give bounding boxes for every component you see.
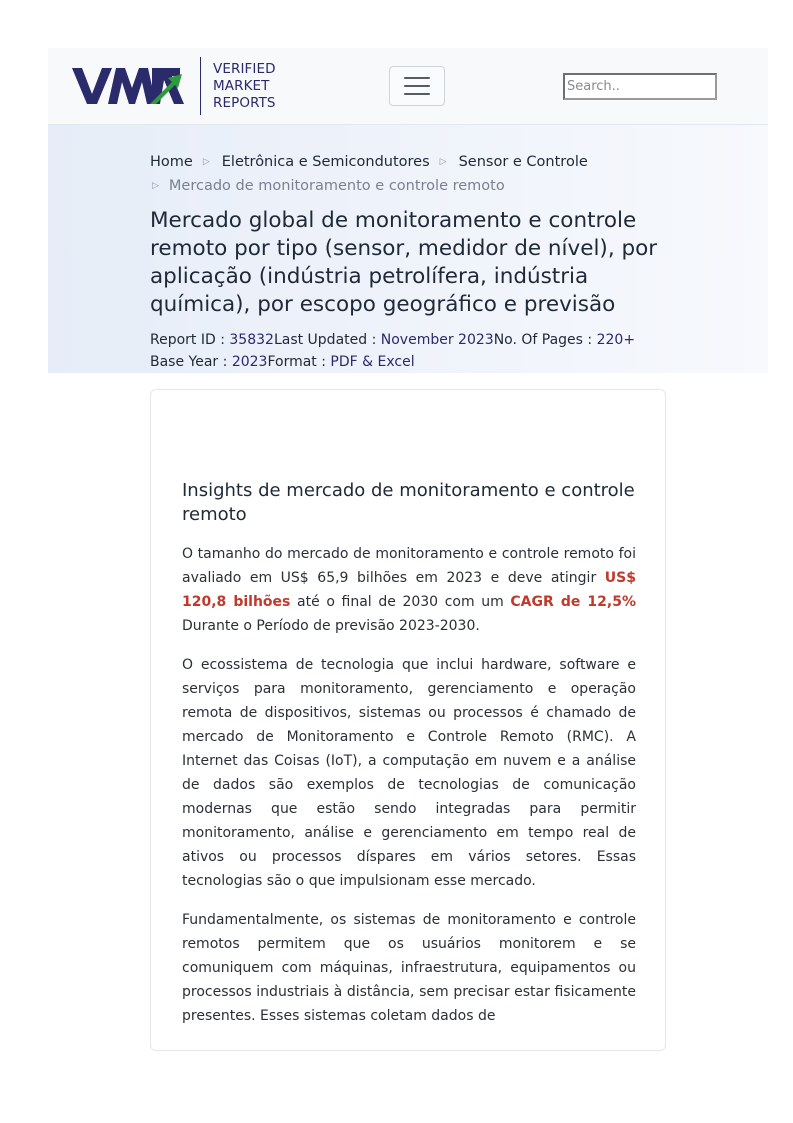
pages-label: No. Of Pages : — [493, 332, 597, 348]
pages-value: 220+ — [596, 332, 636, 348]
breadcrumb-subcategory-link[interactable]: Sensor e Controle — [458, 154, 588, 170]
search-input[interactable] — [563, 73, 717, 100]
report-hero — [48, 125, 768, 373]
format-label: Format : — [267, 354, 331, 370]
report-meta-row — [150, 351, 635, 373]
chevron-right-icon: ▷ — [439, 157, 447, 167]
format-value: PDF & Excel — [330, 354, 415, 370]
hamburger-icon-bar — [404, 77, 430, 79]
logo-divider — [200, 57, 201, 115]
site-wrapper — [48, 48, 768, 373]
logo-line: MARKET — [213, 77, 270, 94]
breadcrumb-row — [150, 174, 670, 198]
logo-wordmark — [213, 61, 276, 112]
menu-toggle-button[interactable] — [389, 66, 445, 106]
paragraph-text: até o final de 2030 com um — [290, 594, 511, 610]
brand-logo[interactable] — [72, 57, 276, 115]
chevron-right-icon: ▷ — [202, 157, 210, 167]
insights-paragraph: Fundamentalmente, os sistemas de monitoramento e controle remotos permitem que os usuários monitorem e se comuniquem com máquinas, infraestrutura, equipamentos ou processos industriais à distância, sem precisar estar fisicamente presentes. Esses sistemas coletam dados de — [182, 912, 636, 1024]
logo-line: REPORTS — [213, 94, 276, 111]
chevron-right-icon: ▷ — [152, 181, 159, 191]
last-updated-label: Last Updated : — [273, 332, 381, 348]
insights-paragraph: O ecossistema de tecnologia que inclui hardware, software e serviços para monitoramento, gerenciamento e operação remota de dispositivos, sistemas ou processos é chamado de mercado de Monitoramento e Controle Remoto (RMC). A Internet das Coisas (IoT), a computação em nuvem e a análise de dados são exemplos de tecnologias de comunicação modernas que estão sendo integradas para permitir monitoramento, análise e gerenciamento em tempo real de ativos ou processos díspares em vários setores. Essas tecnologias são o que impulsionam esse mercado. — [182, 657, 636, 889]
last-updated-value: November 2023 — [380, 332, 494, 348]
report-meta-row — [150, 329, 635, 351]
logo-line: VERIFIED — [213, 60, 276, 77]
base-year-label: Base Year : — [150, 354, 232, 370]
vmr-logo-icon — [72, 66, 186, 106]
breadcrumb-home-link[interactable]: Home — [150, 154, 193, 170]
breadcrumb-row — [150, 150, 670, 174]
insights-paragraph — [182, 542, 636, 638]
hamburger-icon-bar — [404, 85, 430, 87]
market-value-highlight: US$ 120,8 bilhões — [182, 570, 636, 610]
site-header — [48, 48, 768, 125]
market-insights-card — [150, 389, 666, 1051]
paragraph-text: O tamanho do mercado de monitoramento e controle remoto foi avaliado em US$ 65,9 bilhões em 2023 e deve atingir — [182, 546, 636, 586]
breadcrumb-category-link[interactable]: Eletrônica e Semicondutores — [221, 154, 430, 170]
paragraph-text: Durante o Período de previsão 2023-2030. — [182, 618, 480, 634]
insights-title: Insights de mercado de monitoramento e controle remoto — [182, 480, 635, 525]
breadcrumb — [150, 150, 670, 198]
page-title: Mercado global de monitoramento e controle remoto por tipo (sensor, medidor de nível), por aplicação (indústria petrolífera, indústria química), por escopo geográfico e previsão — [150, 208, 658, 317]
base-year-value: 2023 — [231, 354, 268, 370]
breadcrumb-current: Mercado de monitoramento e controle remoto — [168, 178, 505, 194]
cagr-highlight: CAGR de 12,5% — [510, 594, 636, 610]
report-id-value: 35832 — [229, 332, 274, 348]
card-content — [182, 479, 636, 1043]
report-meta — [150, 329, 635, 373]
report-id-label: Report ID : — [150, 332, 230, 348]
hamburger-icon-bar — [404, 93, 430, 95]
